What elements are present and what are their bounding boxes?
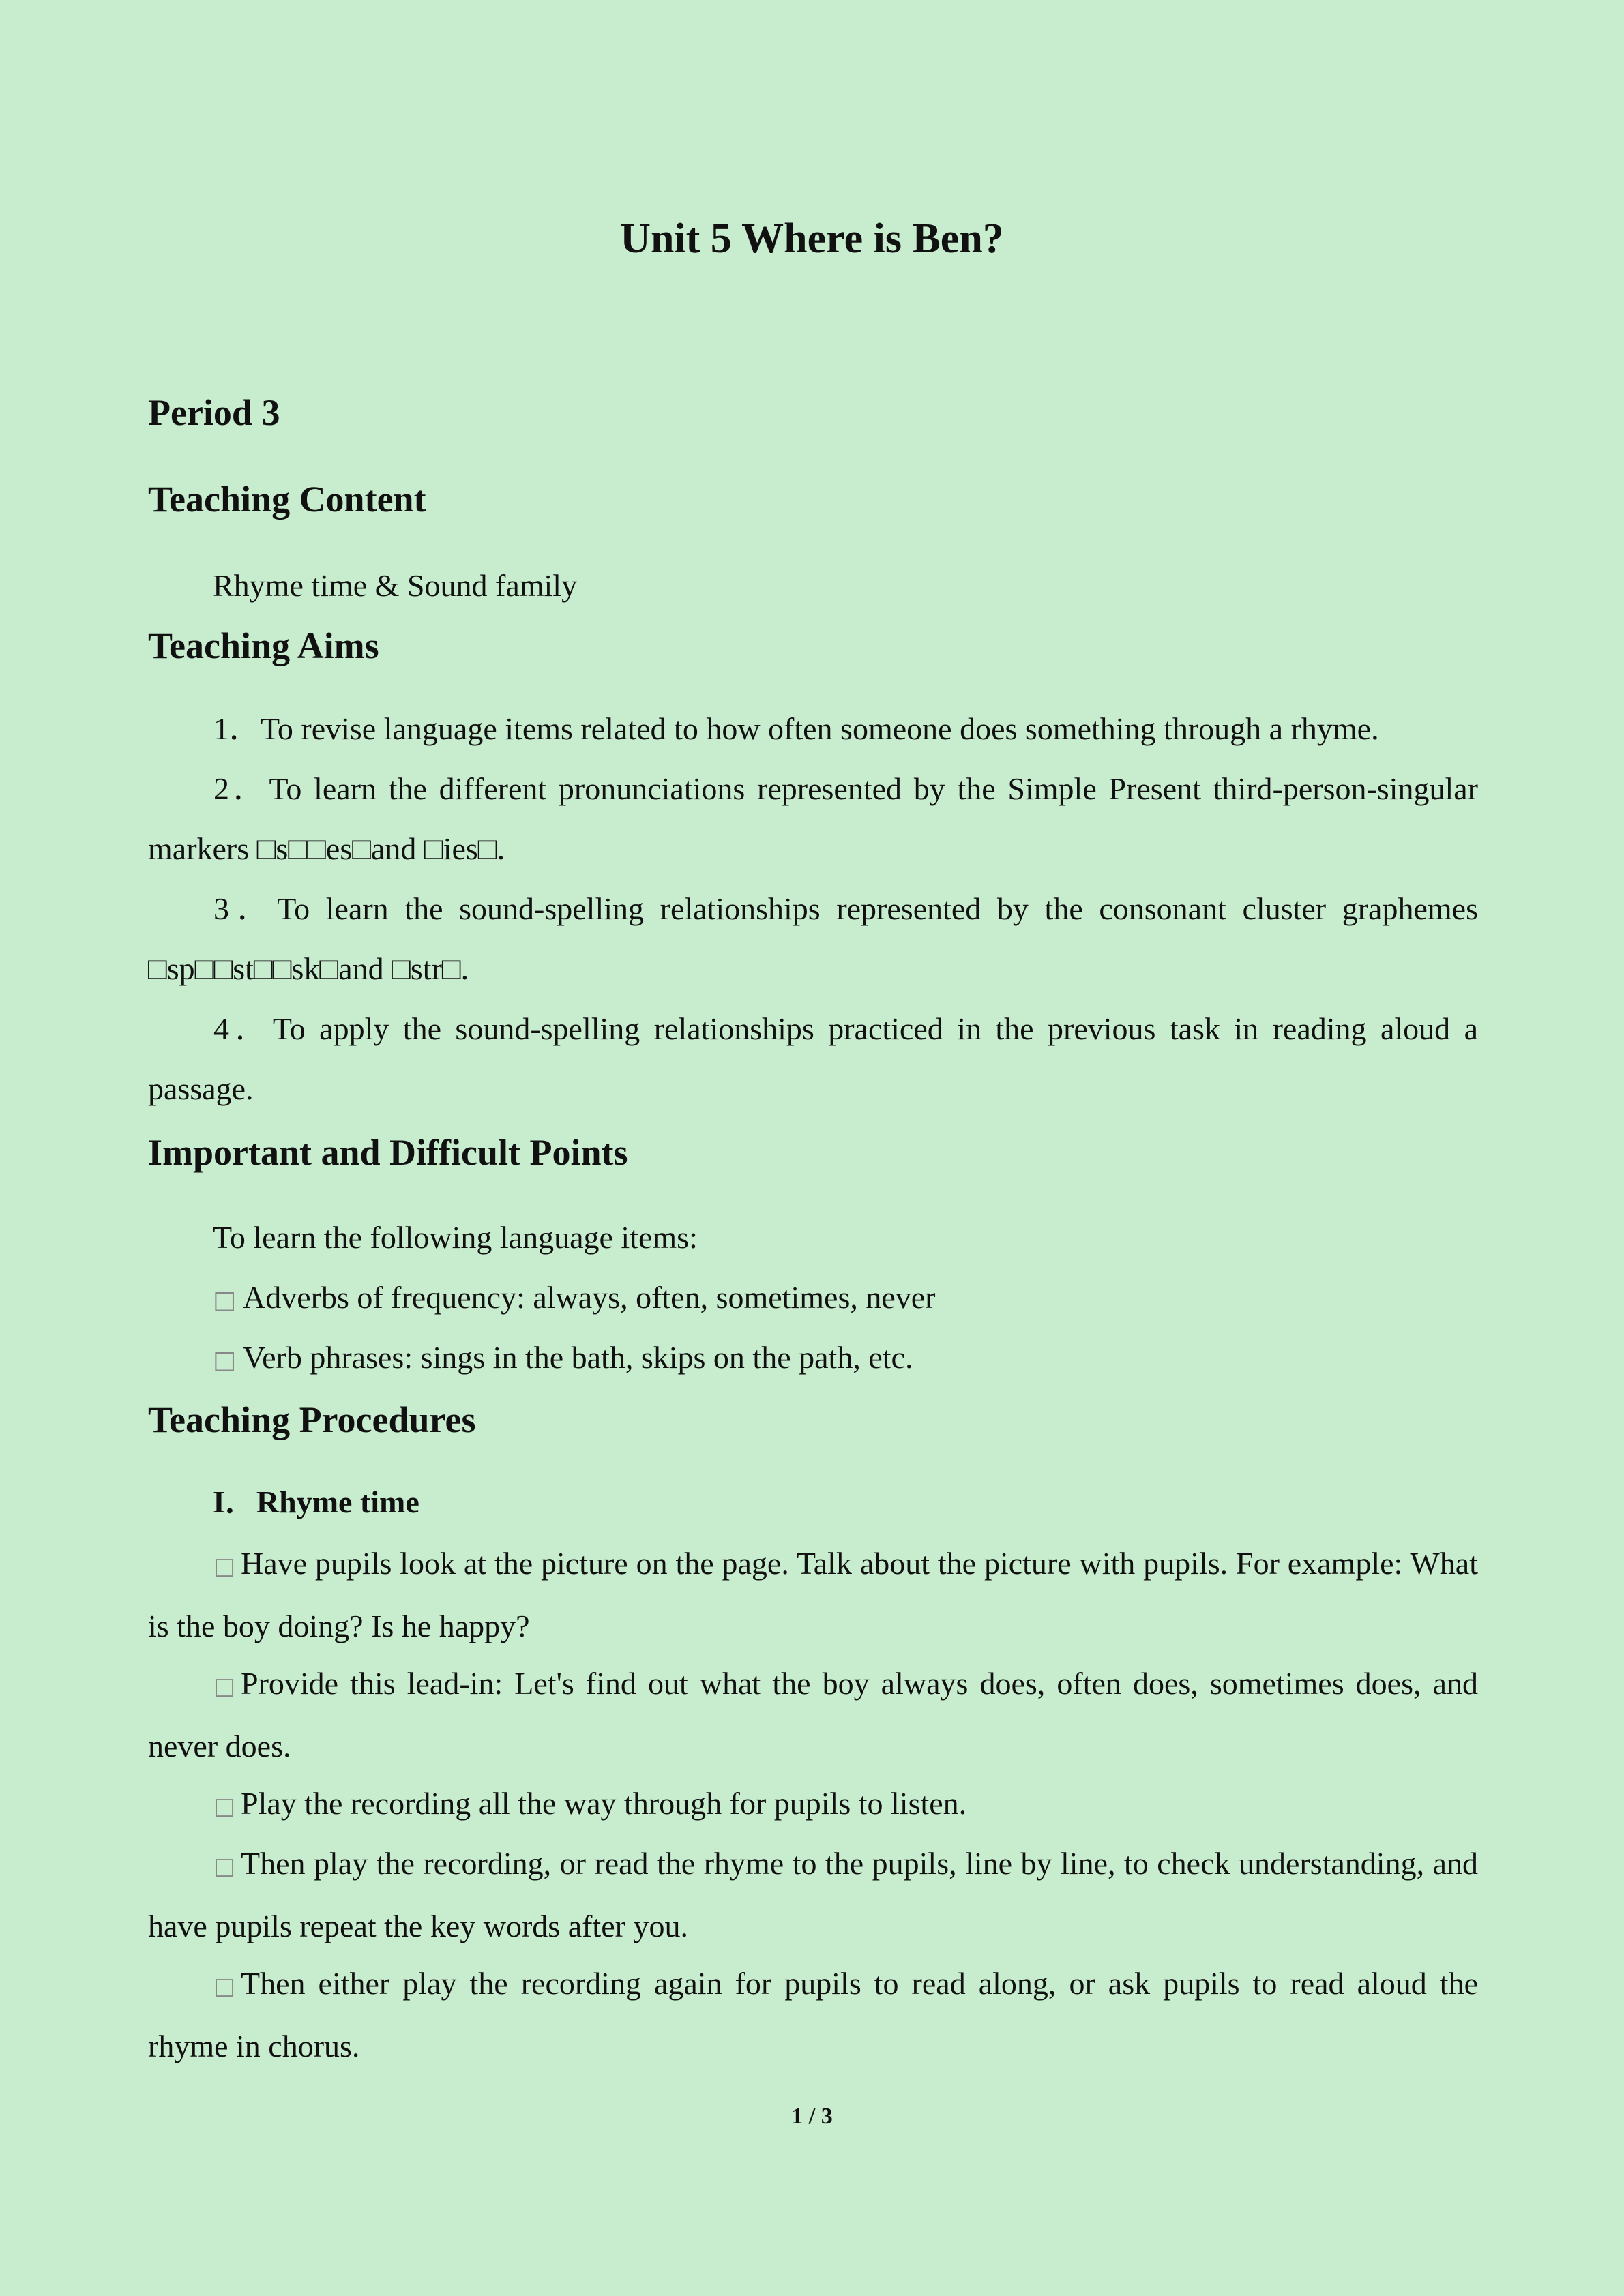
procedure-item-5: □ Then either play the recording again for pupils to read along, or ask pupils to read aloud the rhyme in chorus. bbox=[148, 1954, 1478, 2076]
aim-item-3: 3．To learn the sound-spelling relationships represented by the consonant cluster graphemes □sp□□st□□sk□and □str□. bbox=[148, 891, 1478, 986]
bullet-icon: □ bbox=[213, 1853, 236, 1880]
bullet-icon: □ bbox=[213, 1286, 237, 1314]
procedure-item-4: □ Then play the recording, or read the rhyme to the pupils, line by line, to check understanding, and have pupils repeat the key words after you. bbox=[148, 1834, 1478, 1956]
document-title: Unit 5 Where is Ben? bbox=[620, 215, 1004, 262]
procedure-item-1: □ Have pupils look at the picture on the page. Talk about the picture with pupils. For example: What is the boy doing? Is he happy? bbox=[148, 1534, 1478, 1656]
important-points-heading: Important and Difficult Points bbox=[148, 1132, 628, 1173]
page-number: 1 / 3 bbox=[791, 2104, 833, 2129]
teaching-content-heading: Teaching Content bbox=[148, 479, 426, 520]
procedure-item-2: □ Provide this lead-in: Let's find out what the boy always does, often does, sometimes does, and never does. bbox=[148, 1654, 1478, 1776]
teaching-aims-heading: Teaching Aims bbox=[148, 625, 379, 666]
aim-item-4: 4．To apply the sound-spelling relationships practiced in the previous task in reading aloud a passage. bbox=[148, 1011, 1478, 1106]
aim-item-2: 2．To learn the different pronunciations represented by the Simple Present third-person-singular markers □s□□es□and □ies□. bbox=[148, 771, 1478, 866]
period-heading: Period 3 bbox=[148, 392, 280, 433]
aim-item-1: 1．To revise language items related to how often someone does something through a rhyme. bbox=[213, 711, 1379, 746]
bullet-icon: □ bbox=[213, 1973, 236, 2000]
rhyme-time-section-title: I．Rhyme time bbox=[213, 1485, 419, 1519]
important-points-intro: To learn the following language items: bbox=[213, 1220, 698, 1255]
point-item-1: □ Adverbs of frequency: always, often, sometimes, never bbox=[213, 1274, 936, 1324]
bullet-icon: □ bbox=[213, 1793, 236, 1820]
bullet-icon: □ bbox=[213, 1346, 237, 1374]
bullet-icon: □ bbox=[213, 1673, 236, 1700]
teaching-procedures-heading: Teaching Procedures bbox=[148, 1399, 476, 1440]
bullet-icon: □ bbox=[213, 1553, 236, 1580]
point-item-2: □ Verb phrases: sings in the bath, skips on the path, etc. bbox=[213, 1334, 913, 1384]
procedure-item-3: □ Play the recording all the way through for pupils to listen. bbox=[148, 1774, 1478, 1836]
teaching-content-text: Rhyme time & Sound family bbox=[213, 568, 578, 603]
